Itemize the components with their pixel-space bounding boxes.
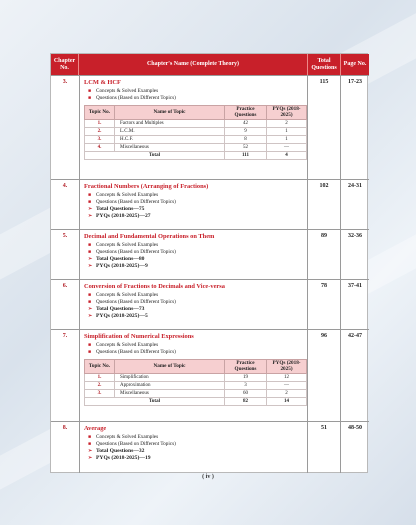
contents-table xyxy=(50,53,368,473)
chapter-title: Fractional Numbers (Arranging of Fractions) xyxy=(84,183,209,190)
list-item: ➢ PYQs (2018-2025)—27 xyxy=(88,213,151,219)
list-item: ■ Questions (Based on Different Topics) xyxy=(88,299,176,305)
list-item: ■ Questions (Based on Different Topics) xyxy=(88,249,176,255)
chapter-row xyxy=(51,279,369,329)
bullet-icon: ■ xyxy=(88,96,92,101)
list-item: ■ Concepts & Solved Examples xyxy=(88,192,159,198)
bullet-icon: ■ xyxy=(88,300,92,305)
bullet-icon: ■ xyxy=(88,435,92,440)
chapter-total-questions: 78 xyxy=(308,280,341,329)
list-item: ■ Questions (Based on Different Topics) xyxy=(88,441,176,447)
chapter-total-questions: 89 xyxy=(308,230,341,279)
arrow-icon: ➢ xyxy=(88,257,93,262)
topic-header-no: Topic No. xyxy=(85,360,115,374)
list-item: ■ Questions (Based on Different Topics) xyxy=(88,199,176,205)
bullet-icon: ■ xyxy=(88,343,92,348)
list-item: ➢ PYQs (2018-2025)—5 xyxy=(88,313,148,319)
chapter-pages: 17-23 xyxy=(348,79,362,85)
chapter-number: 8. xyxy=(62,425,68,431)
chapter-pages: 42-47 xyxy=(348,333,362,339)
chapter-row xyxy=(51,179,369,229)
arrow-icon: ➢ xyxy=(88,307,93,312)
bullet-icon: ■ xyxy=(88,350,92,355)
topic-table xyxy=(84,105,307,160)
list-item: ■ Concepts & Solved Examples xyxy=(88,88,159,94)
chapter-pages: 32-36 xyxy=(348,233,362,239)
chapter-body xyxy=(79,230,308,279)
topic-header-pyqs: PYQs (2018-2025) xyxy=(267,360,307,374)
chapter-row xyxy=(51,421,369,473)
chapter-total-questions: 51 xyxy=(308,422,341,473)
bullet-icon: ■ xyxy=(88,250,92,255)
table-total-row: Total 82 14 xyxy=(85,398,307,406)
chapter-row xyxy=(51,75,369,179)
topic-header-name: Name of Topic xyxy=(115,106,225,120)
list-item: ■ Concepts & Solved Examples xyxy=(88,292,159,298)
list-item: ➢ Total Questions—75 xyxy=(88,206,145,212)
chapter-body xyxy=(79,330,308,421)
chapter-number: 3. xyxy=(62,79,68,85)
arrow-icon: ➢ xyxy=(88,214,93,219)
header-page-no: Page No. xyxy=(343,61,367,68)
bullet-icon: ■ xyxy=(88,243,92,248)
list-item: ➢ Total Questions—80 xyxy=(88,256,145,262)
chapter-number: 7. xyxy=(62,333,68,339)
chapter-title: Average xyxy=(84,425,107,432)
chapter-body xyxy=(79,180,308,229)
table-row: 3. Miscellaneous 60 2 xyxy=(85,390,307,398)
chapter-row xyxy=(51,229,369,279)
topic-header-practice: Practice Questions xyxy=(225,360,267,374)
chapter-title: Decimal and Fundamental Operations on Them xyxy=(84,233,215,240)
chapter-pages: 48-50 xyxy=(348,425,362,431)
arrow-icon: ➢ xyxy=(88,449,93,454)
header-total-questions: Total Questions xyxy=(308,54,341,75)
bullet-icon: ■ xyxy=(88,293,92,298)
list-item: ➢ PYQs (2018-2025)—9 xyxy=(88,263,148,269)
list-item: ■ Concepts & Solved Examples xyxy=(88,242,159,248)
chapter-number: 4. xyxy=(62,183,68,189)
arrow-icon: ➢ xyxy=(88,207,93,212)
arrow-icon: ➢ xyxy=(88,264,93,269)
table-row: 1. Factors and Multiples 42 2 xyxy=(85,120,307,128)
list-item: ■ Questions (Based on Different Topics) xyxy=(88,95,176,101)
topic-header-no: Topic No. xyxy=(85,106,115,120)
topic-header-name: Name of Topic xyxy=(115,360,225,374)
list-item: ■ Concepts & Solved Examples xyxy=(88,342,159,348)
chapter-total-questions: 96 xyxy=(308,330,341,421)
list-item: ➢ Total Questions—32 xyxy=(88,448,145,454)
table-row: 3. H.C.F. 8 1 xyxy=(85,136,307,144)
table-header xyxy=(51,54,369,75)
bullet-icon: ■ xyxy=(88,200,92,205)
bullet-icon: ■ xyxy=(88,193,92,198)
chapter-total-questions: 115 xyxy=(308,76,341,179)
topic-header-pyqs: PYQs (2018-2025) xyxy=(267,106,307,120)
table-total-row: Total 111 4 xyxy=(85,152,307,160)
chapter-pages: 37-41 xyxy=(348,283,362,289)
chapter-title: Conversion of Fractions to Decimals and Vice-versa xyxy=(84,283,225,290)
table-row: 4. Miscellaneous 52 — xyxy=(85,144,307,152)
chapter-total-questions: 102 xyxy=(308,180,341,229)
list-item: ➢ PYQs (2018-2025)—19 xyxy=(88,455,151,461)
topic-header-practice: Practice Questions xyxy=(225,106,267,120)
chapter-title: LCM & HCF xyxy=(84,79,121,86)
arrow-icon: ➢ xyxy=(88,314,93,319)
arrow-icon: ➢ xyxy=(88,456,93,461)
bullet-icon: ■ xyxy=(88,89,92,94)
chapter-body xyxy=(79,76,308,179)
header-chapter-no: Chapter No. xyxy=(51,54,79,75)
bullet-icon: ■ xyxy=(88,442,92,447)
chapter-pages: 24-31 xyxy=(348,183,362,189)
chapter-row xyxy=(51,329,369,421)
chapter-number: 5. xyxy=(62,233,68,239)
header-chapter-name: Chapter's Name (Complete Theory) xyxy=(79,54,308,75)
table-row: 2. L.C.M. 9 1 xyxy=(85,128,307,136)
topic-table xyxy=(84,359,307,406)
list-item: ➢ Total Questions—73 xyxy=(88,306,145,312)
page-number: ( iv ) xyxy=(202,474,214,480)
chapter-title: Simplification of Numerical Expressions xyxy=(84,333,194,340)
chapter-number: 6. xyxy=(62,283,68,289)
table-row: 2. Approximation 3 — xyxy=(85,382,307,390)
table-row: 1. Simplification 19 12 xyxy=(85,374,307,382)
list-item: ■ Concepts & Solved Examples xyxy=(88,434,159,440)
list-item: ■ Questions (Based on Different Topics) xyxy=(88,349,176,355)
chapter-body xyxy=(79,280,308,329)
chapter-body xyxy=(79,422,308,473)
